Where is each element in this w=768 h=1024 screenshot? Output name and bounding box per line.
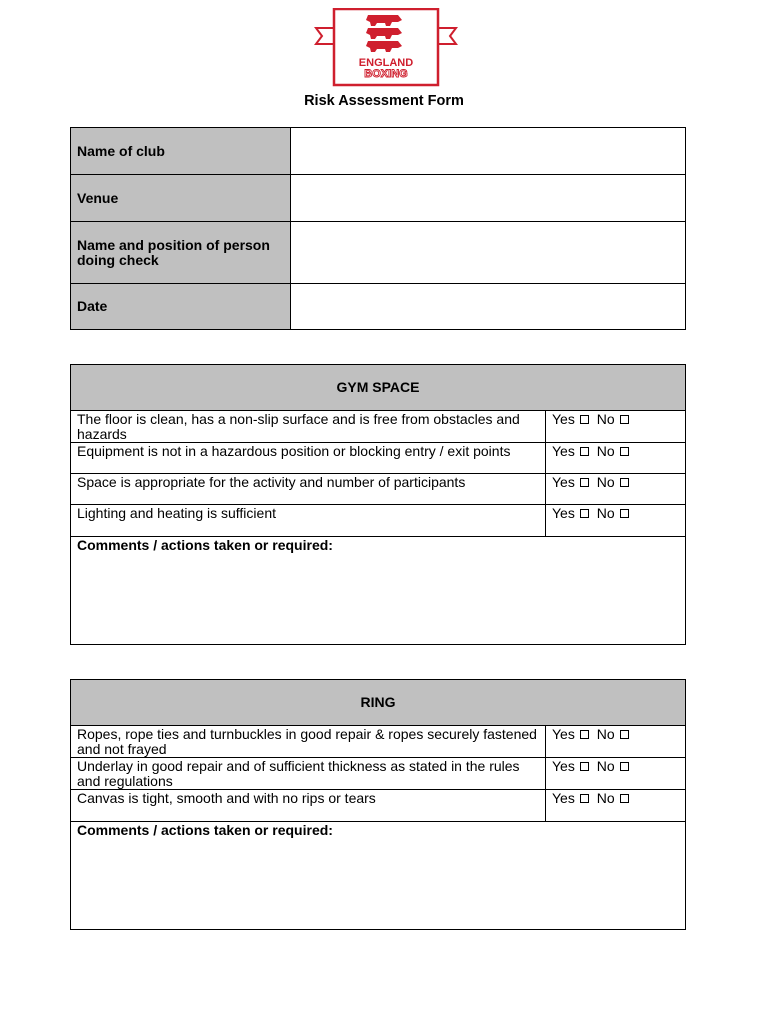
club-name-field[interactable] [291, 128, 686, 175]
no-checkbox[interactable] [620, 509, 629, 518]
gym-comments-box[interactable] [71, 537, 686, 645]
yes-checkbox[interactable] [580, 509, 589, 518]
info-label-date: Date [71, 284, 291, 330]
date-field[interactable] [291, 284, 686, 330]
no-checkbox[interactable] [620, 447, 629, 456]
form-title: Risk Assessment Form [304, 93, 464, 109]
yes-label: Yes [552, 443, 575, 459]
yes-no-choice [546, 474, 686, 505]
yes-checkbox[interactable] [580, 794, 589, 803]
yes-label: Yes [552, 474, 575, 490]
yes-no-choice [546, 790, 686, 822]
venue-field[interactable] [291, 175, 686, 222]
ring-table [70, 679, 686, 930]
logo-line1: ENGLAND [358, 57, 414, 69]
yes-label: Yes [552, 411, 575, 427]
no-label: No [596, 443, 615, 459]
no-checkbox[interactable] [620, 415, 629, 424]
no-label: No [596, 726, 615, 742]
yes-no-choice [546, 505, 686, 537]
yes-checkbox[interactable] [580, 762, 589, 771]
info-label-club: Name of club [71, 128, 291, 175]
england-boxing-crest-icon [314, 8, 458, 88]
gym-item-space: Space is appropriate for the activity and number of participants [71, 474, 546, 505]
yes-checkbox[interactable] [580, 447, 589, 456]
yes-no-choice [546, 758, 686, 790]
gym-space-heading: GYM SPACE [71, 365, 686, 411]
no-label: No [596, 758, 615, 774]
no-checkbox[interactable] [620, 730, 629, 739]
ring-item-ropes: Ropes, rope ties and turnbuckles in good repair & ropes securely fastened and not frayed [71, 726, 546, 758]
no-label: No [596, 411, 615, 427]
ring-item-underlay: Underlay in good repair and of sufficient thickness as stated in the rules and regulations [71, 758, 546, 790]
yes-label: Yes [552, 505, 575, 521]
no-checkbox[interactable] [620, 794, 629, 803]
no-checkbox[interactable] [620, 762, 629, 771]
gym-item-lighting: Lighting and heating is sufficient [71, 505, 546, 537]
gym-space-table [70, 364, 686, 645]
yes-label: Yes [552, 790, 575, 806]
yes-checkbox[interactable] [580, 478, 589, 487]
yes-checkbox[interactable] [580, 415, 589, 424]
logo-line2: BOXING [364, 68, 408, 80]
no-checkbox[interactable] [620, 478, 629, 487]
person-position-field[interactable] [291, 222, 686, 284]
comments-label: Comments / actions taken or required: [77, 537, 333, 553]
no-label: No [596, 790, 615, 806]
yes-no-choice [546, 443, 686, 474]
no-label: No [596, 505, 615, 521]
info-label-person: Name and position of person doing check [71, 222, 291, 284]
ring-item-canvas: Canvas is tight, smooth and with no rips or tears [71, 790, 546, 822]
gym-item-floor: The floor is clean, has a non-slip surface and is free from obstacles and hazards [71, 411, 546, 443]
gym-item-equipment: Equipment is not in a hazardous position or blocking entry / exit points [71, 443, 546, 474]
ring-comments-box[interactable] [71, 822, 686, 930]
no-label: No [596, 474, 615, 490]
ring-heading: RING [71, 680, 686, 726]
info-label-venue: Venue [71, 175, 291, 222]
yes-checkbox[interactable] [580, 730, 589, 739]
yes-no-choice [546, 411, 686, 443]
yes-no-choice [546, 726, 686, 758]
comments-label: Comments / actions taken or required: [77, 822, 333, 838]
england-boxing-logo [314, 8, 458, 88]
club-info-table [70, 127, 686, 330]
yes-label: Yes [552, 726, 575, 742]
yes-label: Yes [552, 758, 575, 774]
